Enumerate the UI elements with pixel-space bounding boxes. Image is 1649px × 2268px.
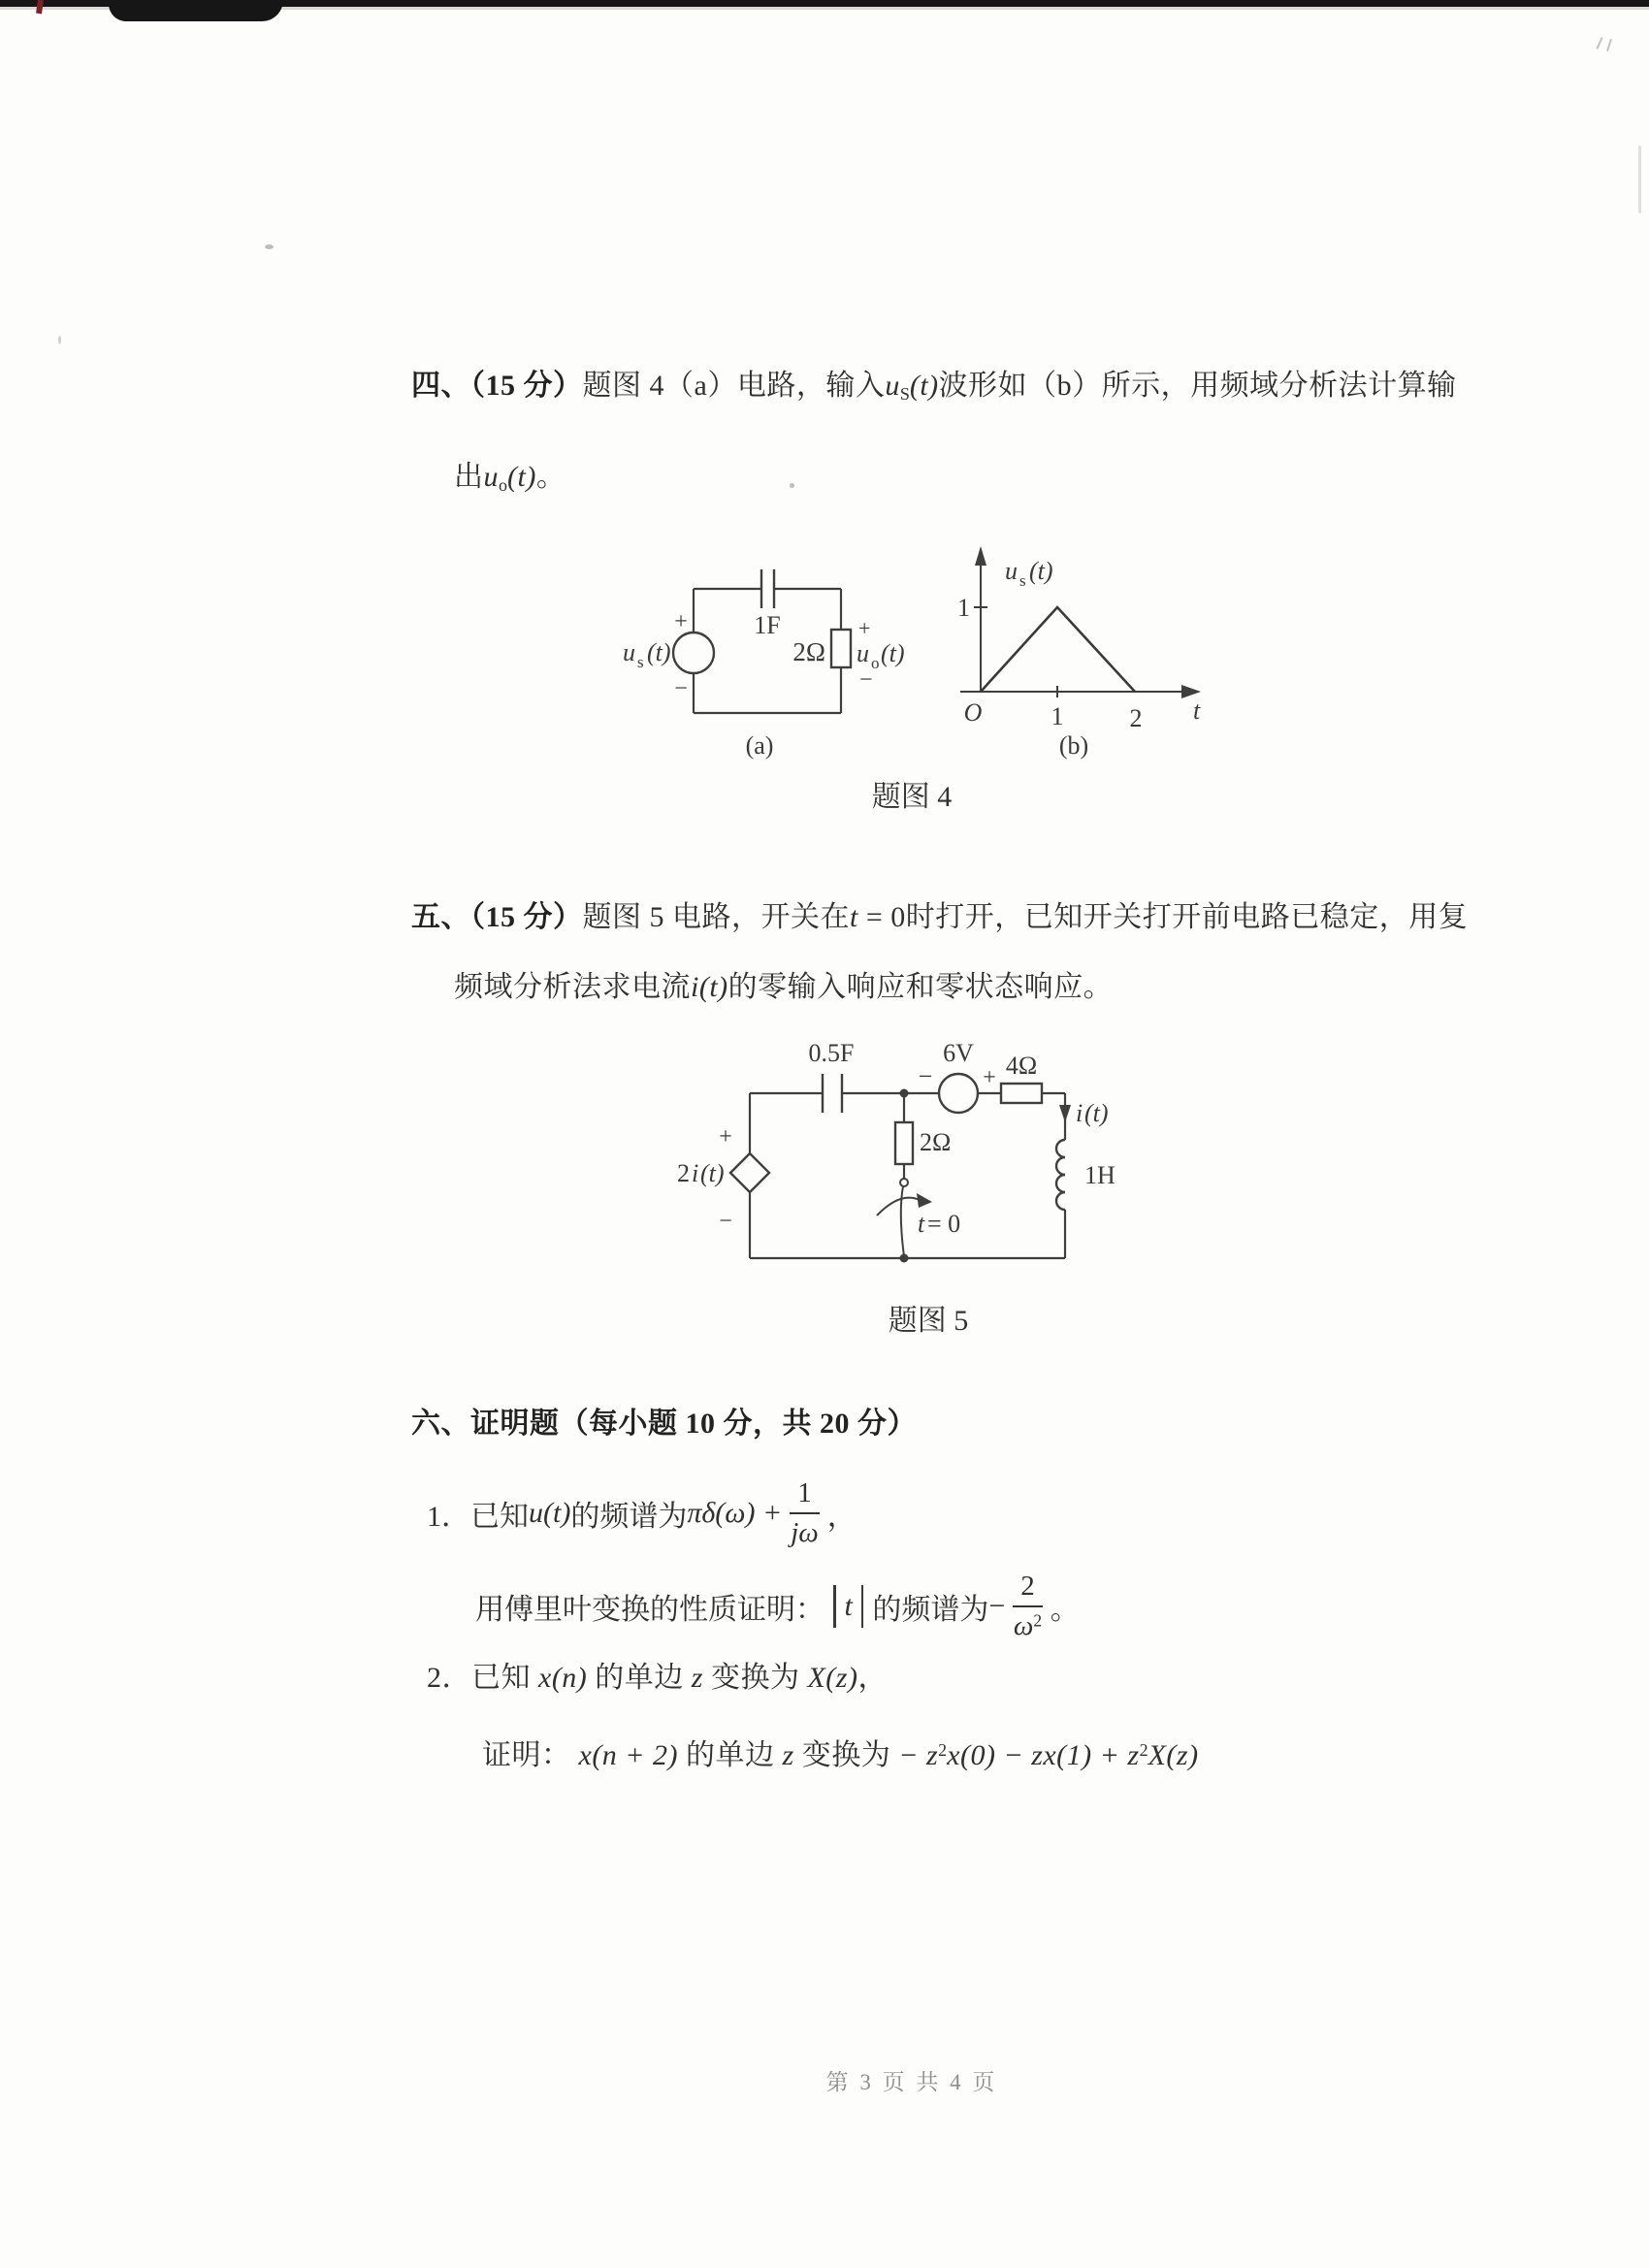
fig4-capacitor-label: 1F (754, 611, 781, 639)
ut-token: u(t) (529, 1497, 571, 1529)
fig4-waveform-graph (957, 546, 1201, 760)
fig4-output-paren: (t) (881, 639, 905, 667)
fraction-1-over-jw (790, 1477, 820, 1550)
scan-speck (58, 336, 61, 344)
fig5-vsource-plus: + (983, 1065, 996, 1090)
Xz-token: X(z) (807, 1662, 858, 1694)
fig5-switch-blade (901, 1186, 904, 1256)
fraction-numerator: 1 (790, 1477, 820, 1514)
fig5-wires (750, 1093, 1065, 1258)
fig4-resistor-label: 2Ω (792, 637, 825, 666)
item1-text: 用傅里叶变换的性质证明： (475, 1594, 824, 1626)
question-5-line-2 (454, 970, 1113, 1005)
fig5-current-arrowhead (1059, 1105, 1071, 1122)
scan-speck (790, 483, 794, 488)
us-token-base: u (885, 370, 900, 402)
fig5-dep-source-base: i (692, 1159, 699, 1187)
item1-text: 的频谱为 (570, 1501, 688, 1533)
fig5-capacitor-icon (823, 1074, 842, 1113)
scan-corner-mark (1606, 39, 1612, 51)
fraction-denominator (1014, 1607, 1042, 1642)
fig5-dep-source-coeff: 2 (677, 1159, 690, 1187)
fig5-capacitor-label: 0.5F (808, 1039, 855, 1067)
xn2-token: x(n + 2) (578, 1739, 679, 1771)
question-4-score: （15 分） (470, 370, 583, 402)
fig5-switch-time-eq: = 0 (927, 1210, 961, 1238)
item2-comma: ， (857, 1662, 888, 1694)
fig4-source-label-sub: s (637, 653, 644, 671)
fig5-switch-pivot (900, 1179, 908, 1186)
question-5-score: （15 分） (470, 901, 583, 933)
fig5-node-dot (900, 1089, 909, 1098)
item2-text: 的单边 (678, 1739, 783, 1771)
figure-4 (621, 538, 1222, 771)
item1-text: 的频谱为 (872, 1594, 989, 1626)
fig4-output-sub: o (871, 654, 880, 672)
fig4-output-plus: + (858, 616, 871, 640)
figure-5 (640, 1028, 1183, 1271)
question-4-text: 。 (535, 461, 566, 493)
item2-text: 已知 (471, 1662, 538, 1694)
fig4-caption-b: (b) (1058, 731, 1089, 760)
item2-text: 变换为 (793, 1739, 899, 1771)
question-4-line-1 (411, 369, 1457, 411)
fig4-ylabel-base: u (1005, 557, 1018, 585)
question-4-number: 四、 (411, 370, 470, 402)
abs-bar-left (833, 1585, 836, 1628)
fig4-y-axis-arrow (975, 546, 986, 566)
fig5-switch-time-t: t (918, 1210, 925, 1238)
omega: ω (1013, 1610, 1034, 1641)
fig5-switch-arrowhead (917, 1193, 932, 1208)
fig5-inductor-label: 1H (1084, 1161, 1116, 1189)
fig5-dep-source-minus: − (719, 1209, 732, 1234)
fig5-vsource-minus: − (918, 1062, 933, 1090)
question-4-line-2 (454, 460, 566, 502)
scan-edge-streak (1638, 146, 1641, 213)
question-5-number: 五、 (411, 901, 470, 933)
fig4-voltage-source-icon (673, 632, 714, 673)
expr-part: X(z) (1148, 1739, 1199, 1771)
expr-part: − z (898, 1739, 939, 1771)
fig4-source-label-base: u (623, 638, 635, 666)
fig4-xtick-2: 2 (1129, 704, 1143, 732)
question-5-text: 的零输入响应和零状态响应。 (728, 971, 1114, 1003)
item1-period: 。 (1050, 1594, 1080, 1626)
scan-red-mark (36, 0, 44, 14)
scan-corner-mark (1596, 37, 1602, 49)
fig5-voltage-source-icon (939, 1074, 978, 1113)
fraction-denominator: jω (791, 1517, 819, 1548)
z-token: z (782, 1739, 794, 1771)
page-number-footer: 第 3 页 共 4 页 (825, 2070, 998, 2094)
uo-token-paren: (t) (507, 461, 536, 493)
fig4-source-plus: + (674, 609, 688, 634)
q6-item1-line-1 (427, 1467, 857, 1560)
item1-text: 已知 (470, 1501, 529, 1533)
expr-exponent: 2 (938, 1740, 948, 1760)
q6-item2-line-1 (427, 1661, 888, 1696)
uo-token-sub: o (499, 475, 507, 496)
uo-token-base: u (483, 461, 499, 493)
q6-item2-line-2 (482, 1733, 1199, 1773)
fig4-circuit (623, 569, 905, 760)
q6-item1-line-2 (475, 1560, 1080, 1653)
fig4-resistor-icon (831, 630, 851, 667)
fig4-output-base: u (857, 639, 869, 667)
fraction-2-over-w2 (1013, 1571, 1043, 1643)
question-4-text: 出 (454, 461, 484, 493)
question-5-text: 频域分析法求电流 (454, 971, 691, 1003)
i-token: i(t) (691, 971, 728, 1003)
fig4-capacitor-icon (761, 569, 774, 608)
fig4-ytick-1: 1 (957, 594, 970, 622)
minus-sign: − (988, 1590, 1006, 1622)
scan-speck (265, 244, 274, 249)
abs-bar-right (861, 1585, 864, 1628)
fig5-resistor-4ohm-label: 4Ω (1005, 1052, 1038, 1080)
fig5-resistor-4ohm-icon (1001, 1084, 1042, 1103)
fig5-dependent-source-icon (730, 1153, 769, 1192)
question-5-line-1 (411, 900, 1468, 935)
question-4-text: 题图 4（a）电路，输入 (582, 370, 886, 402)
item1-number: 1． (427, 1501, 470, 1533)
scan-top-edge-blob (109, 0, 283, 21)
item1-comma: ， (826, 1501, 857, 1533)
fig4-ylabel-paren: (t) (1029, 557, 1053, 585)
question-6-number: 六、 (411, 1408, 470, 1440)
fig5-inductor-icon (1056, 1140, 1065, 1210)
us-token-paren: (t) (909, 370, 939, 402)
item2-number: 2． (427, 1662, 471, 1694)
item2-text: 证明： (482, 1739, 579, 1771)
figure-4-title: 题图 4 (871, 781, 953, 813)
t-eq-token: = 0 (857, 901, 906, 933)
fig4-origin-label: O (963, 698, 983, 727)
expr-part: x(0) − zx(1) + z (947, 1739, 1140, 1771)
fig4-xlabel: t (1193, 697, 1201, 725)
fig5-current-label-base: i (1076, 1099, 1083, 1127)
question-6-title: 证明题（每小题 10 分，共 20 分） (470, 1408, 917, 1440)
fig4-output-minus: − (859, 667, 873, 693)
expr-exponent: 2 (1139, 1740, 1148, 1760)
fig4-source-minus: − (674, 676, 688, 701)
question-5-text: 时打开，已知开关打开前电路已稳定，用复 (905, 901, 1469, 933)
fig5-dep-source-plus: + (719, 1124, 732, 1150)
xn-token: x(n) (538, 1662, 588, 1694)
fig4-ylabel-sub: s (1019, 571, 1026, 590)
fig4-caption-a: (a) (745, 731, 774, 760)
us-token-sub: S (899, 384, 910, 405)
fig5-vsource-label: 6V (943, 1039, 974, 1067)
fig5-dep-source-paren: (t) (700, 1159, 725, 1187)
abs-t-token: t (844, 1590, 853, 1622)
item2-text: 的单边 (587, 1662, 692, 1694)
question-6-heading (411, 1407, 917, 1442)
fraction-numerator: 2 (1013, 1571, 1043, 1607)
question-4-text: 波形如（b）所示，用频域分析法计算输 (938, 370, 1457, 402)
fig5-switch-arrow-arc (877, 1198, 920, 1215)
fig5-resistor-2ohm-icon (895, 1122, 913, 1164)
fig4-source-label-paren: (t) (647, 638, 671, 666)
question-5-text: 题图 5 电路，开关在 (582, 901, 850, 933)
fig4-triangle-waveform (981, 607, 1135, 692)
fig4-xtick-1: 1 (1051, 702, 1064, 730)
z-token: z (691, 1662, 703, 1694)
fig5-current-label-paren: (t) (1084, 1099, 1109, 1127)
omega-exponent: 2 (1033, 1610, 1043, 1631)
item1-formula-pre: πδ(ω) + (687, 1497, 783, 1529)
fig5-resistor-2ohm-label: 2Ω (920, 1128, 952, 1156)
figure-5-title: 题图 5 (888, 1305, 969, 1337)
item2-text: 变换为 (702, 1662, 808, 1694)
t-token: t (850, 901, 858, 933)
